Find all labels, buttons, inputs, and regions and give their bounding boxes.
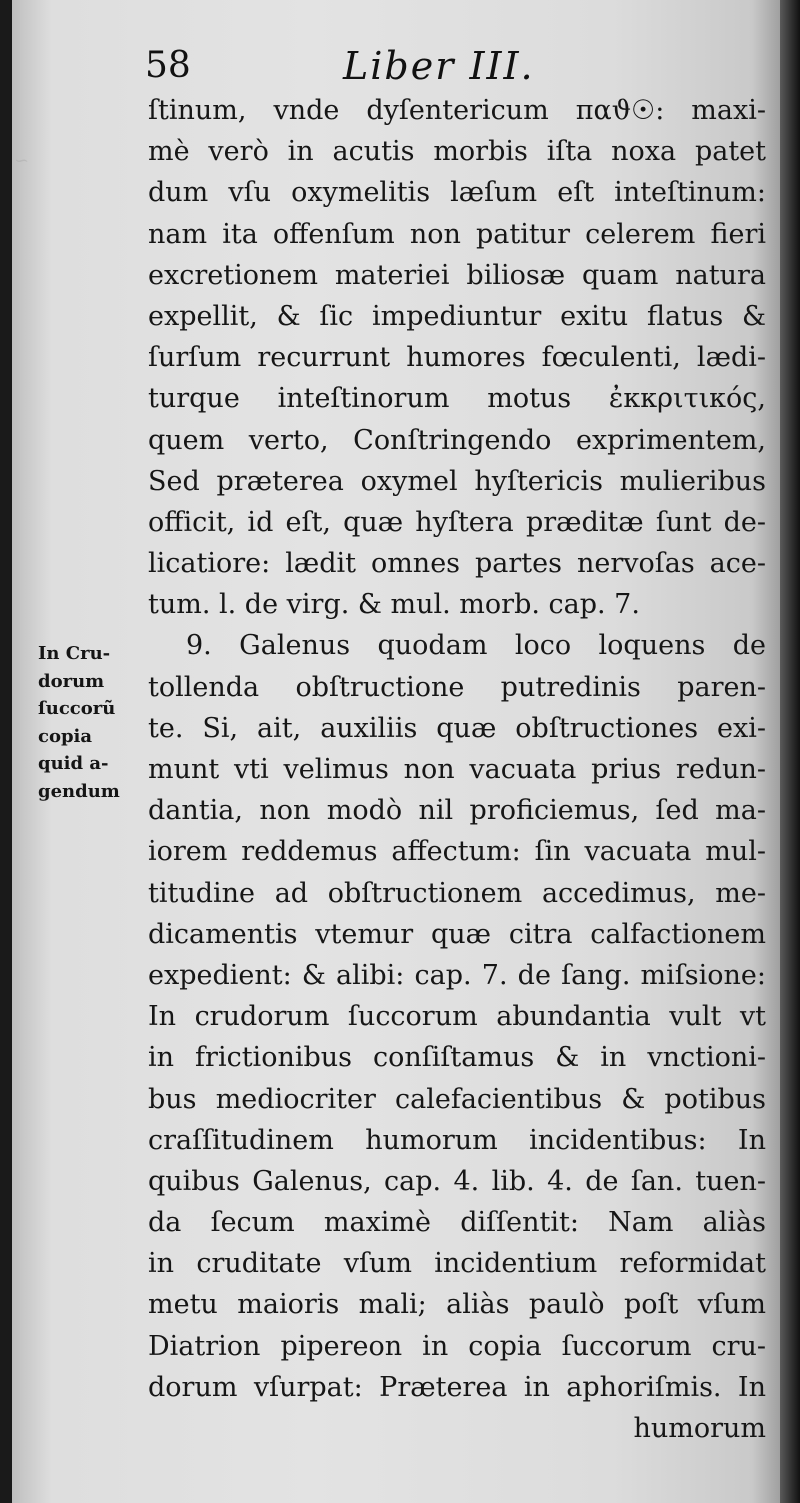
text-line: in cruditate vſum incidentium reformidat — [148, 1248, 766, 1280]
text-line: bus mediocriter calefacientibus & potibus — [148, 1083, 766, 1115]
catchword: humorum — [633, 1413, 766, 1444]
marginal-note-line: ſuccorũ — [38, 698, 116, 719]
text-line: excretionem materiei biliosæ quam natura — [148, 259, 766, 291]
text-line: dantia, non modò nil proficiemus, ſed ma- — [148, 795, 766, 827]
text-line: tollenda obſtructione putredinis paren- — [148, 671, 766, 703]
marginal-note-line: copia — [38, 725, 93, 747]
paragraph-start-line: 9. Galenus quodam loco loquens de — [186, 630, 766, 662]
marginal-note — [38, 640, 142, 805]
text-line: dicamentis vtemur quæ citra calfactionem — [148, 918, 766, 950]
text-line: expedient: & alibi: cap. 7. de ſang. miſsione: — [148, 959, 766, 991]
text-line: dorum vſurpat: Præterea in aphoriſmis. In — [148, 1371, 766, 1403]
text-line: officit, id eſt, quæ hyſtera præditæ ſunt de- — [148, 506, 766, 538]
text-line: titudine ad obſtructionem accedimus, me- — [148, 877, 766, 909]
text-line: expellit, & ſic impediuntur exitu flatus & — [148, 300, 766, 332]
text-line: dum vſu oxymelitis læſum eſt inteſtinum: — [148, 177, 766, 209]
marginal-note-line: quid a- — [38, 753, 109, 774]
text-line: craſſitudinem humorum incidentibus: In — [148, 1124, 766, 1156]
text-line: licatiore: lædit omnes partes nervoſas ace- — [148, 548, 766, 580]
text-line: mè verò in acutis morbis iſta noxa patet — [148, 136, 766, 168]
marginal-note-line: gendum — [38, 780, 120, 802]
text-line: tum. l. de virg. & mul. morb. cap. 7. — [148, 589, 640, 621]
text-line: munt vti velimus non vacuata prius redun- — [148, 754, 766, 785]
text-line: da ſecum maximè diſſentit: Nam aliàs — [148, 1207, 766, 1239]
marginal-note-line: dorum — [38, 670, 105, 692]
text-line: te. Si, ait, auxiliis quæ obſtructiones exi- — [148, 712, 766, 744]
page-gutter-shadow — [780, 0, 800, 1503]
page-number: 58 — [145, 45, 191, 86]
text-line: turque inteſtinorum motus ἐκκριτικός, — [148, 383, 766, 415]
text-line: Sed præterea oxymel hyſtericis mulieribus — [148, 465, 766, 497]
text-line: In crudorum ſuccorum abundantia vult vt — [148, 1001, 766, 1033]
text-line: ſtinum, vnde dyſentericum παϑ☉: maxi- — [148, 95, 766, 126]
marginal-note-line: In Cru- — [38, 643, 111, 664]
bleed-through-fragment: ~ — [14, 150, 30, 171]
text-line: iorem reddemus affectum: ſin vacuata mul- — [148, 836, 766, 868]
text-line: metu maioris mali; aliàs paulò poſt vſum — [148, 1289, 766, 1321]
text-line: nam ita offenſum non patitur celerem fieri — [148, 218, 766, 250]
text-line: Diatrion pipereon in copia ſuccorum cru- — [148, 1330, 766, 1362]
text-line: quibus Galenus, cap. 4. lib. 4. de ſan. tuen- — [148, 1165, 766, 1197]
page-header — [145, 42, 765, 90]
text-line: ſurſum recurrunt humores fœculenti, lædi- — [148, 342, 766, 374]
body-text — [148, 90, 766, 1449]
text-line: in frictionibus conſiſtamus & in vnctioni- — [148, 1042, 766, 1074]
running-head: Liber III. — [343, 44, 535, 88]
text-line: quem verto, Conſtringendo exprimentem, — [148, 424, 766, 456]
